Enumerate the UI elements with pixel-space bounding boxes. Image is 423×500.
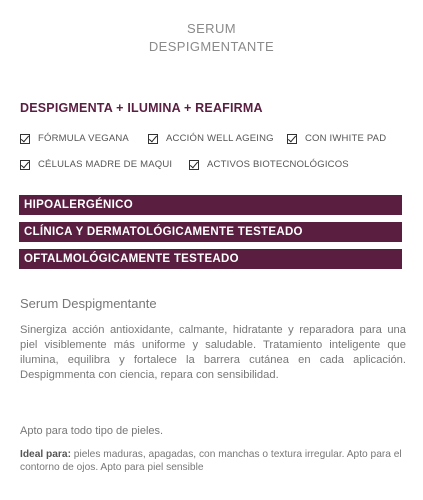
feature-label: CÉLULAS MADRE DE MAQUI bbox=[38, 159, 173, 170]
feature-item bbox=[20, 159, 172, 170]
ideal-label: Ideal para: bbox=[20, 449, 71, 460]
banner-clinica-testeado: CLÍNICA Y DERMATOLÓGICAMENTE TESTEADO bbox=[19, 222, 402, 242]
feature-item bbox=[148, 133, 274, 144]
product-tagline: DESPIGMENTA + ILUMINA + REAFIRMA bbox=[20, 101, 263, 115]
feature-label: ACTIVOS BIOTECNOLÓGICOS bbox=[207, 159, 349, 170]
feature-item bbox=[189, 159, 349, 170]
check-icon bbox=[20, 134, 30, 144]
feature-label: FÓRMULA VEGANA bbox=[38, 133, 129, 144]
feature-label: ACCIÓN WELL AGEING bbox=[166, 133, 274, 144]
feature-label: CON IWHITE PAD bbox=[305, 133, 387, 144]
feature-item bbox=[287, 133, 386, 144]
banner-oftalmologicamente: OFTALMOLÓGICAMENTE TESTEADO bbox=[19, 249, 402, 269]
section-subtitle: Serum Despigmentante bbox=[20, 296, 157, 311]
product-description: Sinergiza acción antioxidante, calmante, hidratante y reparadora para una piel visiblemente más uniforme y saludable. Tratamiento inteligente que ilumina, equilibra y fortalece la barrera cutánea en cada aplicación. Despigmmenta con ciencia, repara con sensibilidad. bbox=[20, 324, 406, 381]
product-title-line1: SERUM bbox=[187, 21, 236, 36]
check-icon bbox=[148, 134, 158, 144]
check-icon bbox=[20, 160, 30, 170]
banner-hipoalergenico: HIPOALERGÉNICO bbox=[19, 195, 402, 215]
product-title-line2: DESPIGMENTANTE bbox=[148, 39, 275, 54]
skin-type-note: Apto para todo tipo de pieles. bbox=[20, 425, 164, 437]
check-icon bbox=[287, 134, 297, 144]
ideal-text: pieles maduras, apagadas, con manchas o textura irregular. Apto para el contorno de ojos. Apto para piel sensible bbox=[20, 449, 402, 473]
feature-item bbox=[20, 133, 129, 144]
ideal-for-note bbox=[20, 448, 410, 474]
check-icon bbox=[189, 160, 199, 170]
